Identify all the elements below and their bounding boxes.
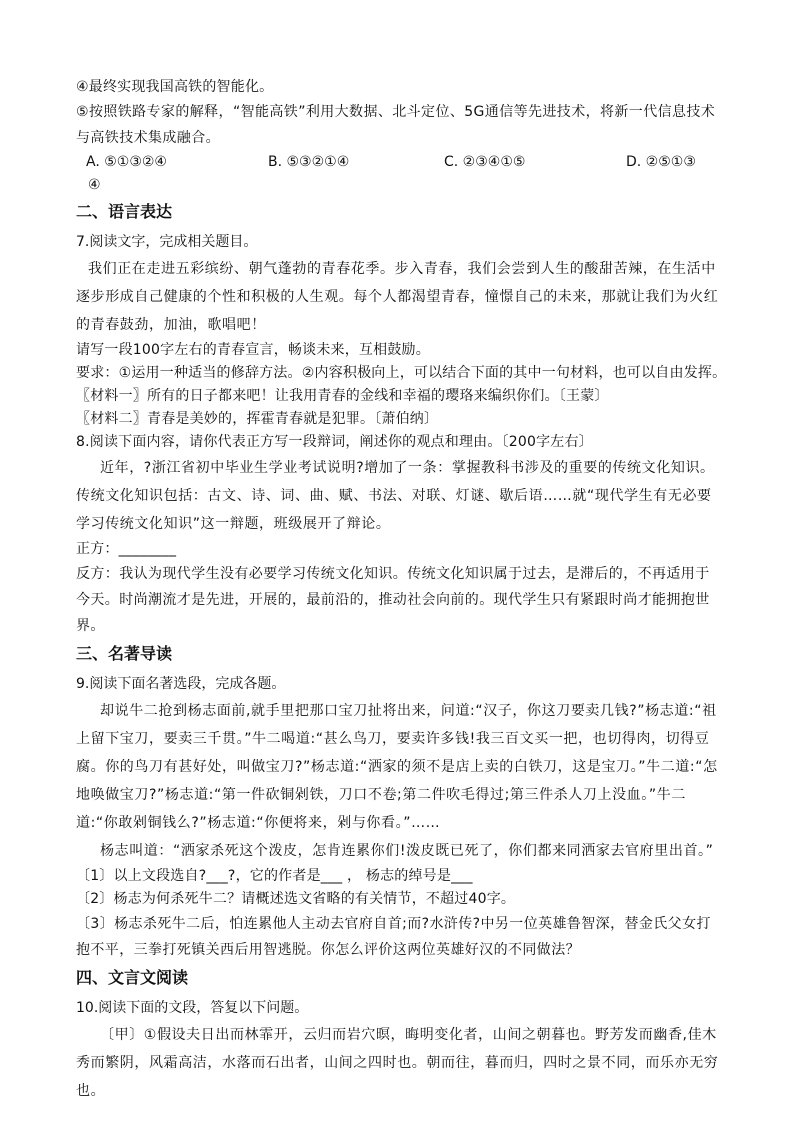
q10-passage: 〔甲〕①假设夫日出而林霏开，云归而岩穴暝，晦明变化者，山间之朝暮也。野芳发而幽香,佳木秀而繁阴，风霜高洁，水落而石出者，山间之四时也。朝而往，暮而归，四时之景不同，而乐亦无穷也。 [76, 1027, 719, 1099]
q9-passage-1: 却说牛二抢到杨志面前,就手里把那口宝刀扯将出来，问道:“汉子，你这刀要卖几钱?”杨志道:“祖上留下宝刀，要卖三千贯。”牛二喝道:“甚么鸟刀，要卖许多钱!我三百文买一把，也切得肉，切得豆腐。你的鸟刀有甚好处，叫做宝刀?”杨志道:“洒家的须不是店上卖的白铁刀，这是宝刀。”牛二道:“怎地唤做宝刀?”杨志道:“第一件砍铜剁铁，刀口不卷;第二件吹毛得过;第三件杀人刀上没血。”牛二道:“你敢剁铜钱么?”杨志道:“你便将来，剁与你看。”…… [76, 703, 718, 831]
q8-con-side: 反方：我认为现代学生没有必要学习传统文化知识。传统文化知识属于过去，是滞后的，不再适用于今天。时尚潮流才是先进，开展的，最前沿的，推动社会向前的。现代学生只有紧跟时尚才能拥抱世界。 [76, 566, 710, 634]
q7-passage: 我们正在走进五彩缤纷、朝气蓬勃的青春花季。步入青春，我们会尝到人生的酸甜苦辣，在生活中逐步形成自己健康的个性和积极的人生观。每个人都渴望青春，憧憬自己的未来，那就让我们为火红的青春鼓劲，加油，歌唱吧！ [76, 261, 719, 333]
q9-passage-2: 杨志叫道：“洒家杀死这个泼皮，怎肯连累你们!泼皮既已死了，你们都来同洒家去官府里出首。” [100, 843, 714, 859]
q9-prompt: 9.阅读下面名著选段，完成各题。 [76, 676, 286, 692]
q9-sub-1: 〔1〕以上文段选自?___?，它的作者是___ ， 杨志的绰号是___ [76, 868, 473, 884]
option-d-continuation: ④ [88, 177, 101, 193]
q6-item-4: ④最终实现我国高铁的智能化。 [76, 79, 274, 95]
exam-page [76, 76, 727, 1105]
q6-item-5: ⑤按照铁路专家的解释，“智能高铁”利用大数据、北斗定位、5G通信等先进技术，将新一代信息技术与高铁技术集成融合。 [76, 104, 716, 146]
section-heading-classical-chinese: 四、文言文阅读 [76, 968, 189, 987]
q9-sub-2: 〔2〕杨志为何杀死牛二？请概述选文省略的有关情节，不超过40字。 [76, 891, 516, 907]
section-heading-language: 二、语言表达 [76, 202, 173, 221]
section-heading-classics: 三、名著导读 [76, 644, 173, 663]
option-d[interactable]: D. ②⑤①③ [626, 154, 696, 170]
q7-material-2: 〖材料二〗青春是美妙的，挥霍青春就是犯罪。〔萧伯纳〕 [76, 411, 439, 427]
q8-pro-side: 正方：________ [76, 541, 177, 557]
q10-prompt: 10.阅读下面的文段，答复以下问题。 [76, 1000, 309, 1016]
option-b[interactable]: B. ⑤③②①④ [268, 154, 350, 170]
q7-task: 请写一段100字左右的青春宣言，畅谈未来，互相鼓励。 [76, 342, 430, 358]
q7-requirement: 要求：①运用一种适当的修辞方法。②内容积极向上，可以结合下面的其中一句材料，也可以自由发挥。 [76, 365, 727, 381]
q9-sub-3: 〔3〕杨志杀死牛二后，怕连累他人主动去官府自首;而?水浒传?中另一位英雄鲁智深，替金氏父女打抱不平，三拳打死镇关西后用智逃脱。你怎么评价这两位英雄好汉的不同做法？ [76, 916, 711, 958]
q7-prompt: 7.阅读文字，完成相关题目。 [76, 234, 258, 250]
q7-material-1: 〖材料一〗所有的日子都来吧！让我用青春的金线和幸福的璎珞来编织你们。〔王蒙〕 [76, 388, 609, 404]
option-c[interactable]: C. ②③④①⑤ [444, 154, 526, 170]
q8-passage: 近年，?浙江省初中毕业生学业考试说明?增加了一条：掌握教科书涉及的重要的传统文化知识。传统文化知识包括：古文、诗、词、曲、赋、书法、对联、灯谜、歇后语……就“现代学生有无必要学习传统文化知识”这一辩题，班级展开了辩论。 [76, 460, 715, 532]
q8-prompt: 8.阅读下面内容，请你代表正方写一段辩词，阐述你的观点和理由。〔200字左右〕 [76, 434, 593, 450]
option-a[interactable]: A. ⑤①③②④ [86, 154, 167, 170]
q6-options [76, 151, 720, 174]
